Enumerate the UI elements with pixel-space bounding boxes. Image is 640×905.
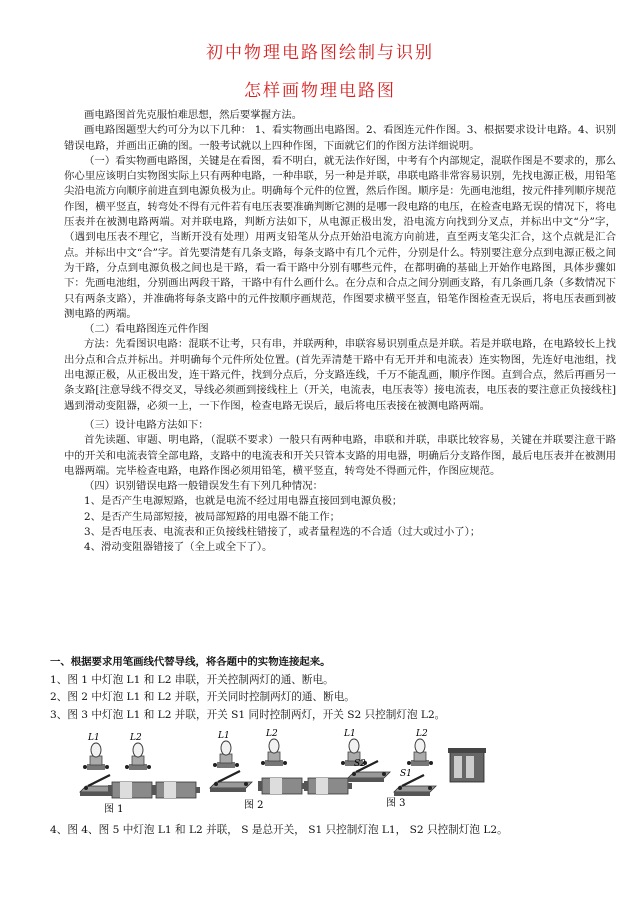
fig1-battery-left bbox=[108, 782, 156, 798]
fig3-label-s1: S1 bbox=[400, 769, 412, 779]
guide-text bbox=[64, 108, 616, 556]
fig1-battery-right bbox=[152, 782, 200, 798]
fig1-label-l2: L2 bbox=[130, 733, 142, 743]
intro-paragraph: 画电路图题型大约可分为以下几种： 1、看实物画出电路图。2、看图连元件作图。3、根据要求设计电路。4、识别错误电路，并画出正确的图。一般考试就以上四种作图，下面就它们的作图方法详细说明。 bbox=[64, 124, 616, 152]
section-3-heading: （三）设计电路方法如下： bbox=[84, 418, 209, 431]
exercise-heading: 一、根据要求用笔画线代替导线，将各题中的实物连接起来。 bbox=[50, 656, 331, 668]
fig3-label-s2: S2 bbox=[354, 759, 366, 769]
fig2-bulb-l2 bbox=[261, 739, 287, 766]
fig2-battery-left bbox=[258, 778, 306, 794]
section-4-heading: （四）识别错误电路一般错误发生有下列几种情况： bbox=[84, 480, 323, 493]
error-item: 3、是否电压表、电流表和正负接线柱错接了，或者量程选的不合适（过大或过小了）； bbox=[84, 526, 481, 539]
fig2-bulb-l1 bbox=[213, 741, 239, 768]
section-2-heading: （二）看电路图连元件作图 bbox=[84, 323, 209, 336]
fig1-label-l1: L1 bbox=[88, 733, 100, 743]
fig2-label-l1: L1 bbox=[218, 731, 230, 741]
intro-paragraph: 画电路图首先克服怕难思想，然后要掌握方法。 bbox=[84, 109, 303, 121]
question-1: 1、图 1 中灯泡 L1 和 L2 串联，开关控制两灯的通、断电。 bbox=[50, 673, 334, 686]
fig3-bulb-l2 bbox=[407, 739, 433, 766]
fig3-caption: 图 3 bbox=[386, 798, 406, 809]
question-3: 3、图 3 中灯泡 L1 和 L2 并联，开关 S1 同时控制两灯，开关 S2 只控制灯泡 L2。 bbox=[50, 708, 446, 721]
fig3-label-l2: L2 bbox=[416, 729, 428, 739]
error-item: 4、滑动变阻器错接了（全上或全下了）。 bbox=[84, 541, 273, 554]
error-item: 2、是否产生局部短接，被局部短路的用电器不能工作； bbox=[84, 510, 340, 523]
fig1-bulb-l1 bbox=[83, 743, 109, 770]
error-item: 1、是否产生电源短路，也就是电流不经过用电器直接回到电源负极； bbox=[84, 495, 403, 508]
fig3-label-l1: L1 bbox=[344, 729, 356, 739]
section-2-paragraph: 方法：先看图识电路：混联不让考，只有串，并联两种，串联容易识别重点是并联。若是并联电路，在电路较长上找出分点和合点并标出。并明确每个元件所处位置。(首先弄清楚干路中有无开并和电流表）连实物图，先连好电池组，找出电源正极，从正极出发，连干路元件，找到分点后，分支路连线，千万不能乱画，顺序作图。直到合点，然后再画另一条支路[注意导线不得交叉，导线必须画到接线柱上（开关，电流表，电压表等）接电流表，电压表的要注意正负接线柱]遇到滑动变阻器，必须一上，一下作图，检查电路无误后，最后将电压表接在被测电路两端。 bbox=[64, 338, 616, 412]
exercise-section bbox=[50, 654, 620, 724]
question-2: 2、图 2 中灯泡 L1 和 L2 并联，开关同时控制两灯的通、断电。 bbox=[50, 691, 355, 703]
section-3-paragraph: 首先读题、审题、明电路，（混联不要求）一般只有两种电路，串联和并联，串联比较容易，关键在并联要注意干路中的开关和电流表管全部电路，支路中的电流表和开关只管本支路的用电器，明确后分支路作图，最后电压表并在被测用电器两端。完毕检查电路，电路作图必须用铅笔，横平竖直，转弯处不得画元件，作图应规范。 bbox=[64, 434, 616, 477]
fig3-battery-pack bbox=[448, 748, 486, 782]
document-title: 初中物理电路图绘制与识别 bbox=[206, 43, 434, 63]
question-4: 4、图 4、图 5 中灯泡 L1 和 L2 并联， S 是总开关， S1 只控制灯泡 L1， S2 只控制灯泡 L2。 bbox=[50, 824, 508, 836]
fig1-caption: 图 1 bbox=[104, 804, 124, 815]
fig2-battery-right bbox=[304, 778, 352, 794]
section-1-paragraph: （一）看实物画电路图，关键是在看图，看不明白，就无法作好图，中考有个内部规定，混联作图是不要求的，那么你心里应该明白实物图实际上只有两种电路，一种串联，另一种是并联，串联电路非常容易识别，先找电源正极，用铅笔尖沿电流方向顺序前进直到电源负极为止。明确每个元件的位置，然后作图。顺序是：先画电池组，按元件排列顺序规范作图，横平竖直，转弯处不得有元件若有电压表要准确判断它测的是哪一段电路的电压，在检查电路无误的情况下，将电压表并在被测电路两端。对并联电路，判断方法如下，从电源正极出发，沿电流方向找到分叉点，并标出中文“分”字，（遇到电压表不理它，当断开没有处理）用两支铅笔从分点开始沿电流方向前进，直至两支笔尖汇合，这个点就是汇合点。并标出中文“合”字。首先要清楚有几条支路，每条支路中有几个元件，分别是什么。特别要注意分点到电源正极之间为干路，分点到电源负极之间也是干路，看一看干路中分别有哪些元件，在都明确的基础上开始作电路图，具体步骤如下：先画电池组，分别画出两段干路，干路中有什么画什么。在分点和合点之间分别画支路，有几条画几条（多数情况下只有两条支路），并准确将每条支路中的元件按顺序画规范，作图要求横平竖直，铅笔作图检查无误后，将电压表画到被测电路的两端。 bbox=[64, 154, 616, 320]
fig2-label-l2: L2 bbox=[266, 729, 278, 739]
figures-svg bbox=[0, 722, 640, 832]
document-subtitle: 怎样画物理电路图 bbox=[244, 81, 396, 101]
fig2-caption: 图 2 bbox=[244, 800, 264, 811]
fig1-bulb-l2 bbox=[125, 743, 151, 770]
fig2-switch bbox=[210, 771, 252, 792]
